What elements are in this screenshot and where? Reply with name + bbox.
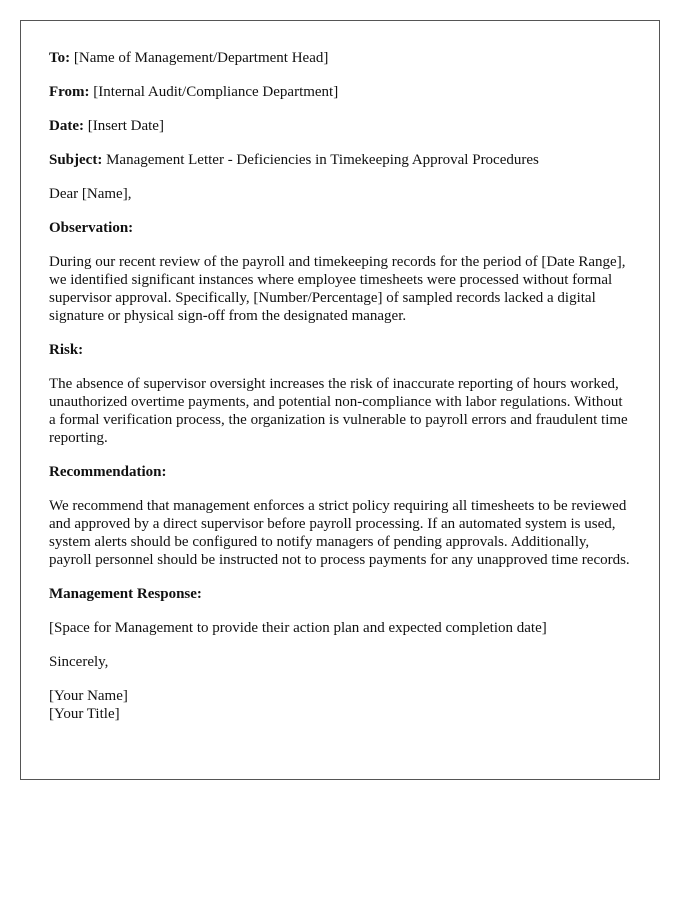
letter-document (20, 20, 660, 780)
subject-line (49, 151, 631, 169)
date-label: Date: (49, 118, 84, 134)
signer-name: [Your Name] (49, 688, 128, 704)
management-response-heading: Management Response: (49, 586, 202, 602)
date-line (49, 117, 631, 135)
subject-value: Management Letter - Deficiencies in Timekeeping Approval Procedures (102, 152, 539, 168)
management-response-text: [Space for Management to provide their action plan and expected completion date] (49, 620, 547, 636)
salutation: Dear [Name], (49, 186, 132, 202)
signer-title: [Your Title] (49, 706, 120, 722)
to-line (49, 49, 631, 67)
sign-off: Sincerely, (49, 654, 109, 670)
subject-label: Subject: (49, 152, 103, 168)
to-value: [Name of Management/Department Head] (70, 50, 329, 66)
from-line (49, 83, 631, 101)
risk-text: The absence of supervisor oversight increases the risk of inaccurate reporting of hours worked, unauthorized overtime payments, and potential non-compliance with labor regulations. Without a formal verification process, the organization is vulnerable to payroll errors and fraudulent time reporting. (49, 376, 628, 446)
from-value: [Internal Audit/Compliance Department] (89, 84, 339, 100)
observation-heading: Observation: (49, 220, 134, 236)
recommendation-heading: Recommendation: (49, 464, 167, 480)
observation-text: During our recent review of the payroll and timekeeping records for the period of [Date Range], we identified significant instances where employee timesheets were processed without formal supervisor approval. Specifically, [Number/Percentage] of sampled records lacked a digital signature or physical sign-off from the designated manager. (49, 254, 626, 324)
to-label: To: (49, 50, 71, 66)
date-value: [Insert Date] (83, 118, 164, 134)
from-label: From: (49, 84, 90, 100)
risk-heading: Risk: (49, 342, 84, 358)
recommendation-text: We recommend that management enforces a strict policy requiring all timesheets to be reviewed and approved by a direct supervisor before payroll processing. If an automated system is used, system alerts should be configured to notify managers of pending approvals. Additionally, payroll personnel should be instructed not to process payments for any unapproved time records. (49, 498, 630, 568)
